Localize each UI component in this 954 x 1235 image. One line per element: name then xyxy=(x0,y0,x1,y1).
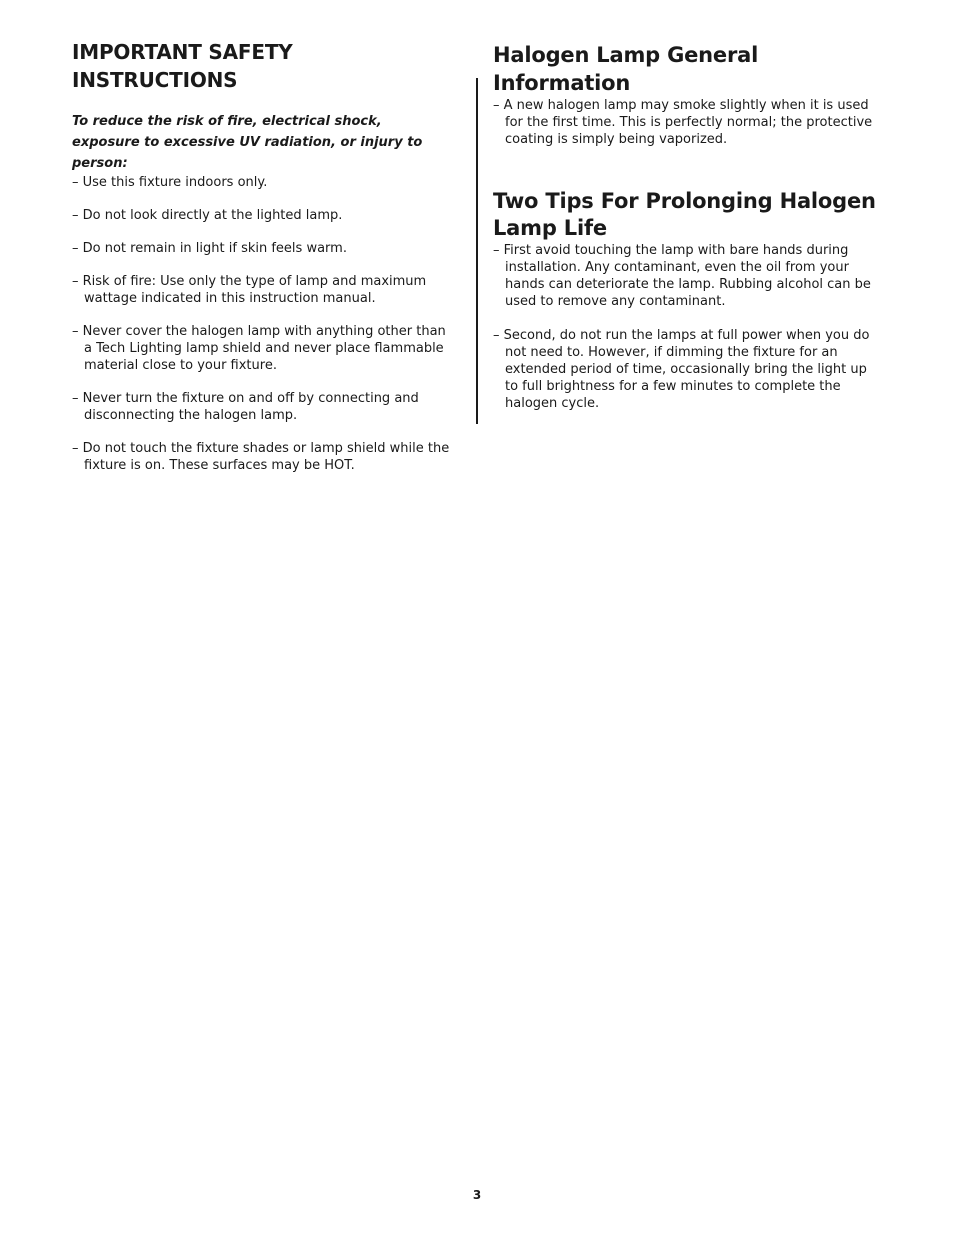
tips-title: Two Tips For Prolonging Halogen Lamp Life xyxy=(493,189,876,240)
safety-section xyxy=(72,38,452,490)
list-item: – Risk of fire: Use only the type of lamp and maximum wattage indicated in this instruction manual. xyxy=(72,274,427,306)
list-item: – Do not look directly at the lighted lamp. xyxy=(72,208,343,223)
info-title: Halogen Lamp General Information xyxy=(493,43,759,95)
safety-list xyxy=(72,174,452,474)
page-number: 3 xyxy=(472,1188,482,1202)
list-item: – Second, do not run the lamps at full power when you do not need to. However, if dimming the fixture for an extended period of time, occasionally bring the light up to full brightness for a few minutes to complete the halogen cycle. xyxy=(493,328,870,411)
tips-list xyxy=(493,242,883,412)
list-item: – Never cover the halogen lamp with anything other than a Tech Lighting lamp shield and never place flammable material close to your fixture. xyxy=(72,324,446,373)
list-item: – Use this fixture indoors only. xyxy=(72,175,268,190)
column-divider xyxy=(476,78,478,424)
safety-title: IMPORTANT SAFETY INSTRUCTIONS xyxy=(72,40,293,92)
list-item: – Never turn the fixture on and off by connecting and disconnecting the halogen lamp. xyxy=(72,391,419,423)
list-item: – First avoid touching the lamp with bare hands during installation. Any contaminant, even the oil from your hands can deteriorate the lamp. Rubbing alcohol can be used to remove any contaminant. xyxy=(493,243,871,309)
safety-warning: To reduce the risk of fire, electrical shock, exposure to excessive UV radiation, or injury to person: xyxy=(72,114,423,171)
halogen-info-section xyxy=(493,38,883,429)
list-item: – Do not remain in light if skin feels warm. xyxy=(72,241,347,256)
info-list xyxy=(493,97,883,148)
list-item: – Do not touch the fixture shades or lamp shield while the fixture is on. These surfaces may be HOT. xyxy=(72,441,450,473)
list-item: – A new halogen lamp may smoke slightly when it is used for the first time. This is perfectly normal; the protective coating is simply being vaporized. xyxy=(493,98,873,147)
